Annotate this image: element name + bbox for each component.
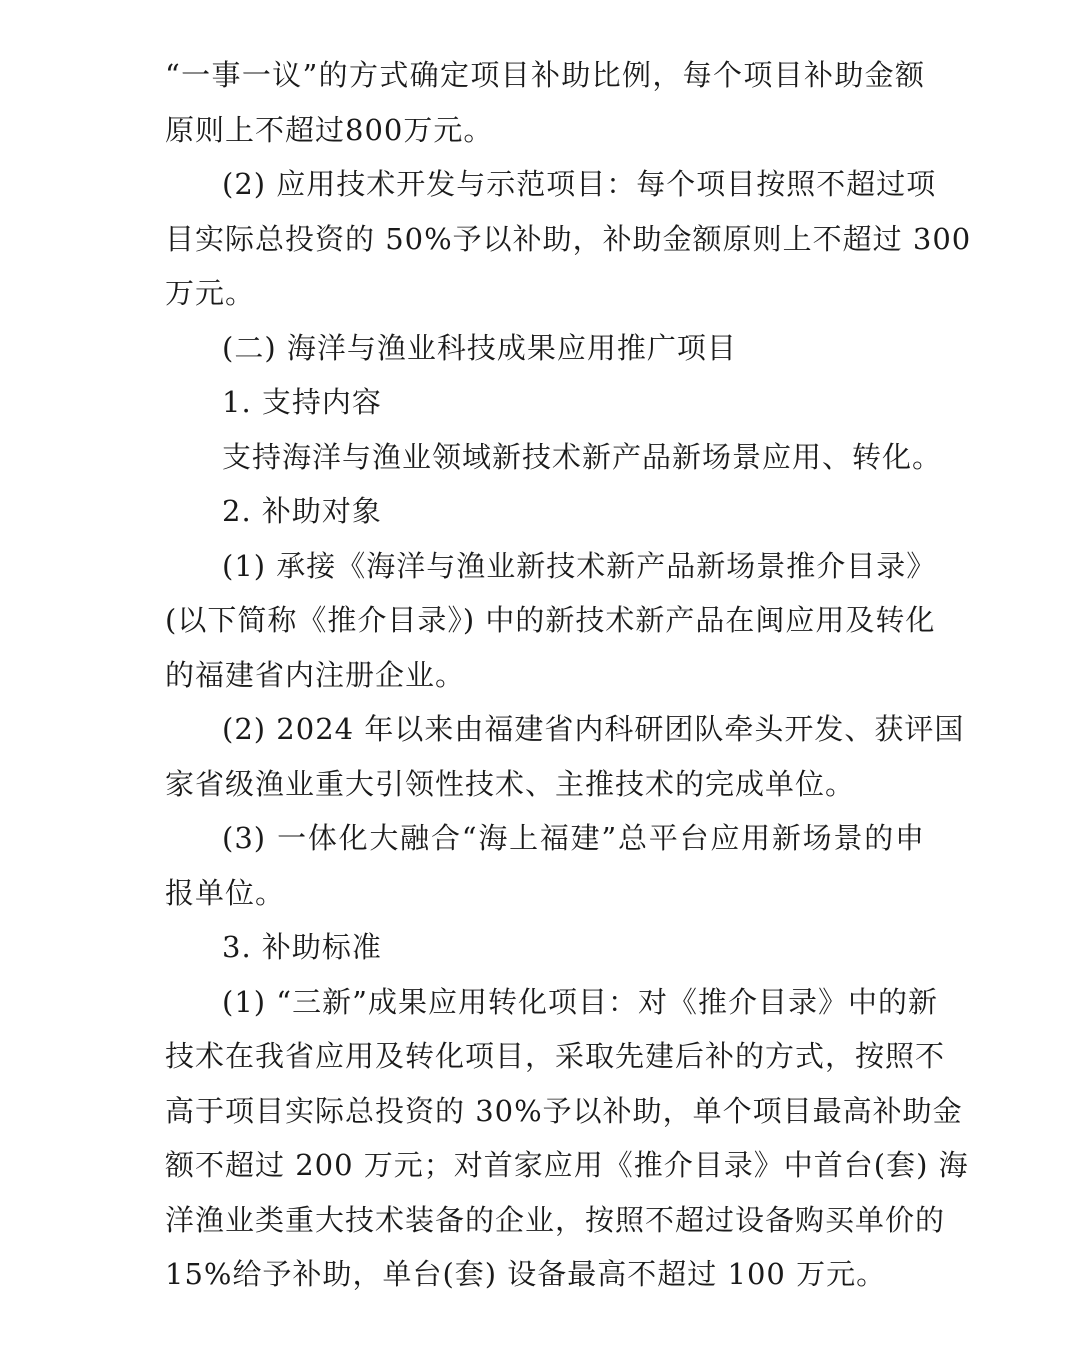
body-text-line: 家省级渔业重大引领性技术、主推技术的完成单位。 <box>165 767 856 801</box>
body-text-line: 洋渔业类重大技术装备的企业，按照不超过设备购买单价的 <box>165 1203 946 1237</box>
body-text-line: (1) “三新”成果应用转化项目：对《推介目录》中的新 <box>222 985 938 1019</box>
body-text-line: 报单位。 <box>165 876 286 910</box>
subsection-heading: 1. 支持内容 <box>222 385 382 419</box>
body-text-line: (2) 应用技术开发与示范项目：每个项目按照不超过项 <box>222 167 937 201</box>
body-text-line: 支持海洋与渔业领域新技术新产品新场景应用、转化。 <box>222 440 943 474</box>
body-text-line: (3) 一体化大融合“海上福建”总平台应用新场景的申 <box>222 821 925 855</box>
body-text-line: 万元。 <box>165 276 256 310</box>
body-text-line: 的福建省内注册企业。 <box>165 658 466 692</box>
subsection-heading: 3. 补助标准 <box>222 930 382 964</box>
section-heading: (二) 海洋与渔业科技成果应用推广项目 <box>222 331 737 365</box>
subsection-heading: 2. 补助对象 <box>222 494 382 528</box>
body-text-line: (1) 承接《海洋与渔业新技术新产品新场景推介目录》 <box>222 549 937 583</box>
body-text-line: 原则上不超过800万元。 <box>165 113 494 147</box>
body-text-line: 高于项目实际总投资的 30%予以补助，单个项目最高补助金 <box>165 1094 963 1128</box>
body-text-line: 15%给予补助，单台(套) 设备最高不超过 100 万元。 <box>165 1257 887 1291</box>
body-text-line: “一事一议”的方式确定项目补助比例，每个项目补助金额 <box>165 58 925 92</box>
body-text-line: (以下简称《推介目录》) 中的新技术新产品在闽应用及转化 <box>165 603 936 637</box>
body-text-line: 额不超过 200 万元；对首家应用《推介目录》中首台(套) 海 <box>165 1148 969 1182</box>
body-text-line: (2) 2024 年以来由福建省内科研团队牵头开发、获评国 <box>222 712 965 746</box>
body-text-line: 技术在我省应用及转化项目，采取先建后补的方式，按照不 <box>165 1039 946 1073</box>
body-text-line: 目实际总投资的 50%予以补助，补助金额原则上不超过 300 <box>165 222 972 256</box>
